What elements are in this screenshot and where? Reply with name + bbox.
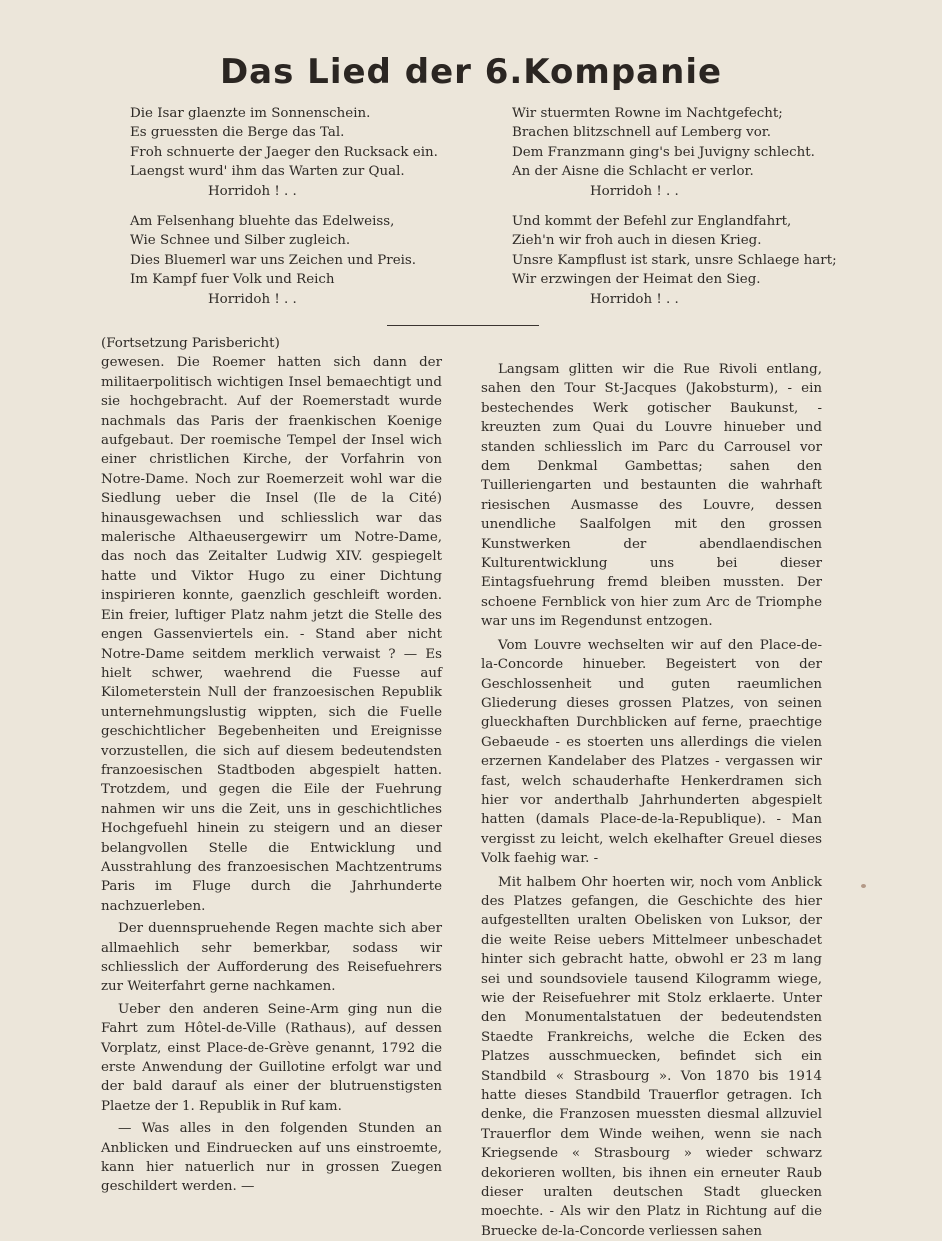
poem-refrain: Horridoh ! . . — [590, 183, 679, 199]
article-paragraph: Mit halbem Ohr hoerten wir, noch vom Anblick des Platzes gefangen, die Geschichte des hier aufgestellten uralten Obelisken von Luksor, der die weite Reise uebers Mittelmeer unbeschadet hinter sich gebracht hatte, obwohl er 23 m lang sei und soundsoviele tausend Kilogramm wiege, wie der Reisefuehrer mit Stolz erklaerte. Unter den Monumentalstatuen der bedeutendsten Staedte Frankreichs, welche die Ecken des Platzes ausschmuecken, befindet sich ein Standbild « Strasbourg ». Von 1870 bis 1914 hatte dieses Standbild Trauerflor getragen. Ich denke, die Franzosen muessten diesmal allzuviel Trauerflor dem Winde weihen, wenn sie nach Kriegsende « Strasbourg » wieder schwarz dekorieren wollten, bis ihnen ein erneuter Raub dieser uralten deutschen Stadt gluecken moechte. - Als wir den Platz in Richtung auf die Bruecke de-la-Concorde verliessen sahen — [481, 874, 822, 1239]
paper-speck — [861, 884, 866, 888]
poem-column-right — [512, 104, 837, 320]
poem-line: Die Isar glaenzte im Sonnenschein. — [130, 106, 371, 121]
poem-line: Es gruessten die Berge das Tal. — [130, 125, 345, 141]
article-column-right — [481, 356, 822, 1241]
poem-line: Wir stuermten Rowne im Nachtgefecht; — [512, 106, 783, 121]
article-paragraph: Vom Louvre wechselten wir auf den Place-de-la-Concorde hinueber. Begeistert von der Geschlossenheit und guten raeumlichen Gliederung dieses grossen Platzes, von seinen glueckhaften Durchblicken auf ferne, praechtige Gebaeude - es stoerten uns allerdings die vielen erzernen Kandelaber des Platzes - vergassen wir fast, welch schauderhafte Henkerdramen sich hier vor anderthalb Jahrhunderten abgespielt hatten (damals Place-de-la-Republique). - Man vergisst zu leicht, welch ekelhafter Greuel dieses Volk faehig war. - — [481, 637, 822, 867]
article-heading: (Fortsetzung Parisbericht) — [101, 336, 280, 351]
poem-line: Laengst wurd' ihm das Warten zur Qual. — [130, 164, 405, 180]
article-paragraph: Der duennspruehende Regen machte sich aber allmaehlich sehr bemerkbar, sodass wir schliesslich der Aufforderung des Reisefuehrers zur Weiterfahrt gerne nachkamen. — [101, 921, 442, 995]
poem-line: Und kommt der Befehl zur Englandfahrt, — [512, 214, 792, 230]
poem-line: An der Aisne die Schlacht er verlor. — [512, 164, 754, 180]
poem-line: Dem Franzmann ging's bei Juvigny schlecht. — [512, 144, 815, 160]
poem-stanza — [130, 212, 438, 309]
poem-line: Am Felsenhang bluehte das Edelweiss, — [130, 214, 395, 230]
poem-refrain: Horridoh ! . . — [590, 291, 679, 307]
poem-line: Unsre Kampflust ist stark, unsre Schlaege hart; — [512, 252, 837, 268]
poem-line: Im Kampf fuer Volk und Reich — [130, 272, 335, 288]
section-divider — [387, 325, 539, 326]
article-paragraph: — Was alles in den folgenden Stunden an Anblicken und Eindruecken auf uns einstroemte, kann hier natuerlich nur in grossen Zuegen geschildert werden. — — [101, 1121, 442, 1195]
article-paragraph: Ueber den anderen Seine-Arm ging nun die Fahrt zum Hôtel-de-Ville (Rathaus), auf dessen Vorplatz, einst Place-de-Grève genannt, 1792 die erste Anwendung der Guillotine erfolgt war und der bald darauf als einer der blutruenstigsten Plaetze der 1. Republik in Ruf kam. — [101, 1001, 442, 1114]
article-paragraph: gewesen. Die Roemer hatten sich dann der militaerpolitisch wichtigen Insel bemaechtigt und sie hochgebracht. Auf der Roemerstadt wurde nachmals das Paris der fraenkischen Koenige aufgebaut. Der roemische Tempel der Insel wich einer christlichen Kirche, der Vorfahrin von Notre-Dame. Noch zur Roemerzeit wohl war die Siedlung ueber die Insel (Ile de la Cité) hinausgewachsen und schliesslich war das malerische Althaeusergewirr um Notre-Dame, das noch das Zeitalter Ludwig XIV. gespiegelt hatte und Viktor Hugo zu einer Dichtung inspirieren konnte, gaenzlich geschleift worden. Ein freier, luftiger Platz nahm jetzt die Stelle des engen Gassenviertels ein. - Stand aber nicht Notre-Dame seitdem merklich verwaist ? — Es hielt schwer, waehrend die Fuesse auf Kilometerstein Null der franzoesischen Republik unternehmungslustig wippten, sich die Fuelle geschichtlicher Begebenheiten und Ereignisse vorzustellen, die sich auf diesem bedeutendsten franzoesischen Stadtboden abgespielt hatten. Trotzdem, und gegen die Eile der Fuehrung nahmen wir uns die Zeit, uns in geschichtliches Hochgefuehl hinein zu steigern und an dieser belangvollen Stelle die Entwicklung und Ausstrahlung des franzoesischen Machtzentrums Paris im Fluge durch die Jahrhunderte nachzuerleben. — [101, 355, 442, 914]
poem-stanza — [130, 104, 438, 201]
poem-line: Wir erzwingen der Heimat den Sieg. — [512, 272, 761, 288]
page-title: Das Lied der 6.Kompanie — [219, 52, 723, 92]
poem-line: Brachen blitzschnell auf Lemberg vor. — [512, 125, 771, 141]
poem-refrain: Horridoh ! . . — [208, 183, 297, 199]
poem-line: Dies Bluemerl war uns Zeichen und Preis. — [130, 252, 417, 268]
poem-stanza — [512, 104, 837, 201]
poem-refrain: Horridoh ! . . — [208, 291, 297, 307]
poem-stanza — [512, 212, 837, 309]
poem-line: Zieh'n wir froh auch in diesen Krieg. — [512, 233, 762, 249]
article-paragraph: Langsam glitten wir die Rue Rivoli entlang, sahen den Tour St-Jacques (Jakobsturm), - ein bestechendes Werk gotischer Baukunst, - kreuzten zum Quai du Louvre hinueber und standen schliesslich im Parc du Carrousel vor dem Denkmal Gambettas; sahen den Tuilleriengarten und bestaunten die wahrhaft riesischen Ausmasse des Louvre, dessen unendliche Saalfolgen mit den grossen Kunstwerken der abendlaendischen Kulturentwicklung uns bei dieser Eintagsfuehrung fremd bleiben mussten. Der schoene Fernblick von hier zum Arc de Triomphe war uns im Regendunst entzogen. — [481, 362, 822, 630]
poem-line: Wie Schnee und Silber zugleich. — [130, 233, 351, 249]
poem-line: Froh schnuerte der Jaeger den Rucksack ein. — [130, 144, 438, 160]
poem-column-left — [130, 104, 438, 320]
article-column-left — [101, 334, 442, 1197]
